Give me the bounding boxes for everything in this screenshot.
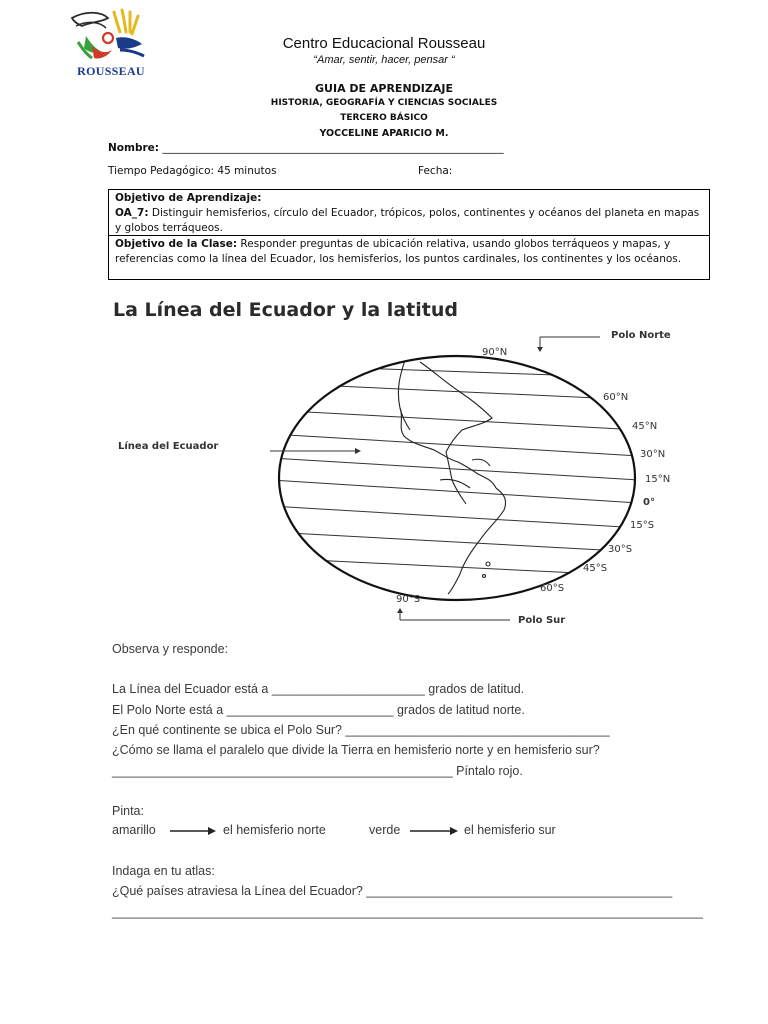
lat-45s-label: 45°S <box>583 563 608 574</box>
guide-title: GUIA DE APRENDIZAJE <box>315 82 453 95</box>
answer-paises-line[interactable]: _____________________________________________________________________________________ <box>112 905 703 919</box>
globe-latitude-diagram <box>100 320 700 630</box>
paint-color-amarillo: amarillo <box>112 823 156 837</box>
arrow-right-icon <box>410 824 460 838</box>
lat-60n-label: 60°N <box>603 392 629 403</box>
oa-text: Distinguir hemisferios, círculo del Ecuador, trópicos, polos, continentes y océanos del planeta en mapas y globos terráqueos. <box>115 207 700 234</box>
globe-outline <box>279 356 635 600</box>
name-label: Nombre: <box>108 142 159 154</box>
lat-15s-label: 15°S <box>630 520 655 531</box>
learning-objective-box <box>108 189 710 236</box>
label-polo-norte: Polo Norte <box>611 330 671 341</box>
school-name: Centro Educacional Rousseau <box>282 35 486 52</box>
question-paralelo: ¿Cómo se llama el paralelo que divide la Tierra en hemisferio norte y en hemisferio sur? <box>112 743 600 757</box>
atlas-heading: Indaga en tu atlas: <box>112 864 215 878</box>
question-polo-sur-continente[interactable]: ¿En qué continente se ubica el Polo Sur? ______________________________________ <box>112 723 610 737</box>
name-blank: _________________________________________________________________ <box>162 142 504 154</box>
teacher-name: YOCCELINE APARICIO M. <box>319 128 449 139</box>
school-motto: “Amar, sentir, hacer, pensar “ <box>313 54 455 66</box>
logo-wordmark: ROUSSEAU <box>77 64 145 78</box>
question-polo-norte-grados[interactable]: El Polo Norte está a ________________________ grados de latitud norte. <box>112 703 525 717</box>
time-label: Tiempo Pedagógico: 45 minutos <box>108 165 277 177</box>
lat-15n-label: 15°N <box>645 474 671 485</box>
arrow-right-icon <box>170 824 218 838</box>
learning-objective-heading: Objetivo de Aprendizaje: <box>115 192 262 204</box>
lat-90n-label: 90°N <box>482 347 508 358</box>
date-label: Fecha: <box>418 165 453 177</box>
lat-30n-label: 30°N <box>640 449 666 460</box>
question-paises-ecuador[interactable]: ¿Qué países atraviesa la Línea del Ecuador? ____________________________________________ <box>112 884 673 898</box>
americas-outline <box>398 360 505 594</box>
class-objective-text: Responder preguntas de ubicación relativa, usando globos terráqueos y mapas, y referencias como la línea del Ecuador, los hemisferios, los puntos cardinales, los continentes y los océanos. <box>115 238 682 265</box>
paint-color-verde: verde <box>369 823 401 837</box>
answer-paralelo-line[interactable]: _________________________________________________ Píntalo rojo. <box>112 764 523 778</box>
oa-code: OA_7: <box>115 207 149 219</box>
class-objective-box <box>108 235 710 280</box>
lat-45n-label: 45°N <box>632 421 658 432</box>
question-ecuador-grados[interactable]: La Línea del Ecuador está a ______________________ grados de latitud. <box>112 682 525 696</box>
label-linea-ecuador: Línea del Ecuador <box>118 441 219 452</box>
name-field[interactable] <box>108 142 504 154</box>
observe-heading: Observa y responde: <box>112 642 229 656</box>
paint-heading: Pinta: <box>112 804 144 818</box>
paint-target-sur: el hemisferio sur <box>464 823 556 837</box>
lat-90s-label: 90°S <box>396 594 421 605</box>
label-polo-sur: Polo Sur <box>518 615 566 626</box>
grade-title: TERCERO BÁSICO <box>340 113 428 123</box>
lat-0-label: 0° <box>643 497 655 508</box>
lat-30s-label: 30°S <box>608 544 633 555</box>
diagram-title: La Línea del Ecuador y la latitud <box>113 299 458 321</box>
lat-60s-label: 60°S <box>540 583 565 594</box>
paint-target-norte: el hemisferio norte <box>223 823 326 837</box>
class-objective-heading: Objetivo de la Clase: <box>115 238 238 250</box>
subject-title: HISTORIA, GEOGRAFÍA Y CIENCIAS SOCIALES <box>270 98 498 108</box>
